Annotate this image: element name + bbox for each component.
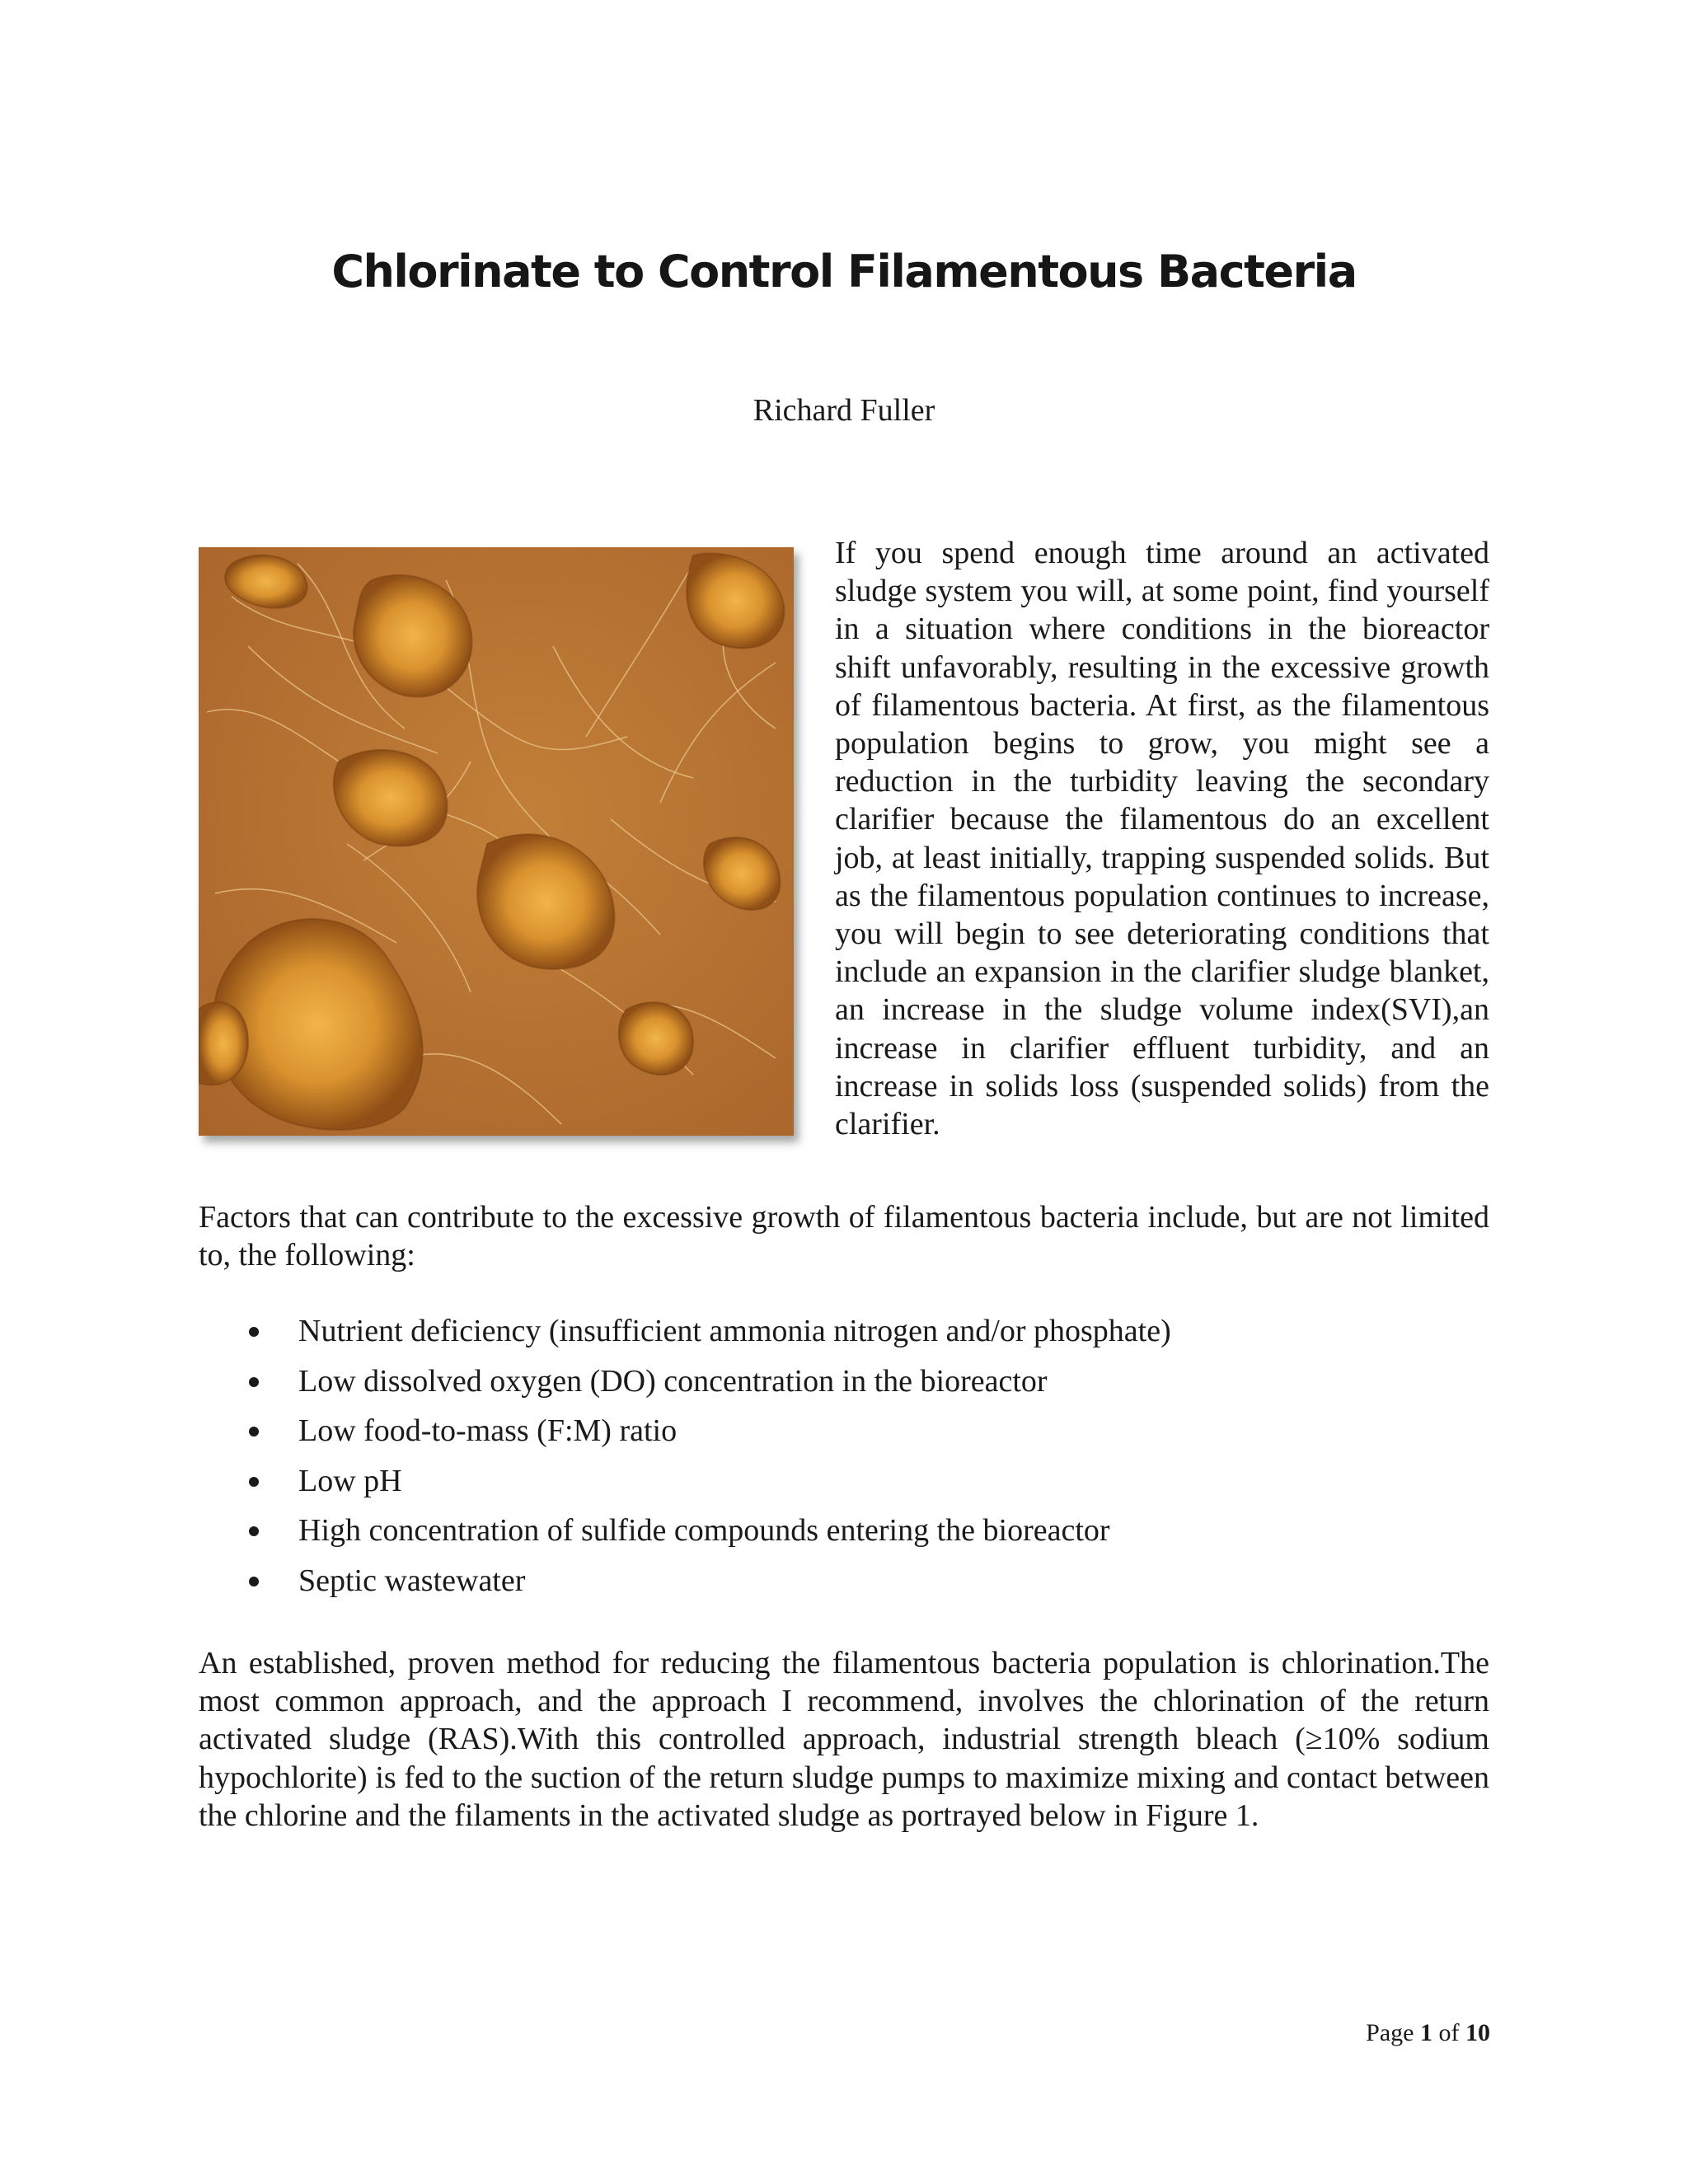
document-title: Chlorinate to Control Filamentous Bacteria — [331, 246, 1357, 298]
of-label: of — [1438, 2019, 1460, 2046]
factors-list — [199, 1312, 1489, 1612]
bullet-icon — [249, 1327, 259, 1337]
page-total: 10 — [1465, 2019, 1490, 2046]
factors-intro-paragraph: Factors that can contribute to the excessive growth of filamentous bacteria include, but are not limited to, the following: — [199, 1200, 1489, 1272]
list-item-text: Low pH — [298, 1463, 402, 1498]
list-item-text: Low food-to-mass (F:M) ratio — [298, 1413, 678, 1449]
page-label: Page — [1366, 2019, 1414, 2046]
page-number: 1 — [1420, 2019, 1432, 2046]
author-name: Richard Fuller — [753, 393, 935, 428]
filamentous-bacteria-micrograph — [199, 547, 794, 1136]
list-item-text: High concentration of sulfide compounds entering the bioreactor — [298, 1513, 1110, 1549]
bullet-icon — [249, 1577, 259, 1586]
list-item — [199, 1312, 1489, 1362]
list-item-text: Low dissolved oxygen (DO) concentration in the bioreactor — [298, 1363, 1048, 1399]
list-item — [199, 1511, 1489, 1562]
bullet-icon — [249, 1477, 259, 1487]
bullet-icon — [249, 1377, 259, 1387]
method-paragraph: An established, proven method for reducing the filamentous bacteria population is chlorination.The most common approach, and the approach I recommend, involves the chlorination of the return activated sludge (RAS).With this controlled approach, industrial strength bleach (≥10% sodium hypochlorite) is fed to the suction of the return sludge pumps to maximize mixing and contact between the chlorine and the filaments in the activated sludge as portrayed below in Figure 1. — [199, 1646, 1489, 1833]
list-item — [199, 1362, 1489, 1413]
list-item-text: Septic wastewater — [298, 1563, 526, 1598]
page-footer — [1366, 2019, 1490, 2047]
list-item — [199, 1562, 1489, 1612]
intro-paragraph: If you spend enough time around an activated sludge system you will, at some point, find yourself in a situation where conditions in the bioreactor shift unfavorably, resulting in the excessive growth of filamentous bacteria. At first, as the filamentous population begins to grow, you might see a reduction in the turbidity leaving the secondary clarifier because the filamentous do an excellent job, at least initially, trapping suspended solids. But as the filamentous population continues to increase, you will begin to see deteriorating conditions that include an expansion in the clarifier sludge blanket, an increase in the sludge volume index(SVI),an increase in clarifier effluent turbidity, and an increase in solids loss (suspended solids) from the clarifier. — [835, 536, 1489, 1142]
list-item — [199, 1412, 1489, 1462]
list-item — [199, 1462, 1489, 1512]
bullet-icon — [249, 1427, 259, 1436]
bullet-icon — [249, 1526, 259, 1536]
list-item-text: Nutrient deficiency (insufficient ammonia nitrogen and/or phosphate) — [298, 1314, 1171, 1348]
